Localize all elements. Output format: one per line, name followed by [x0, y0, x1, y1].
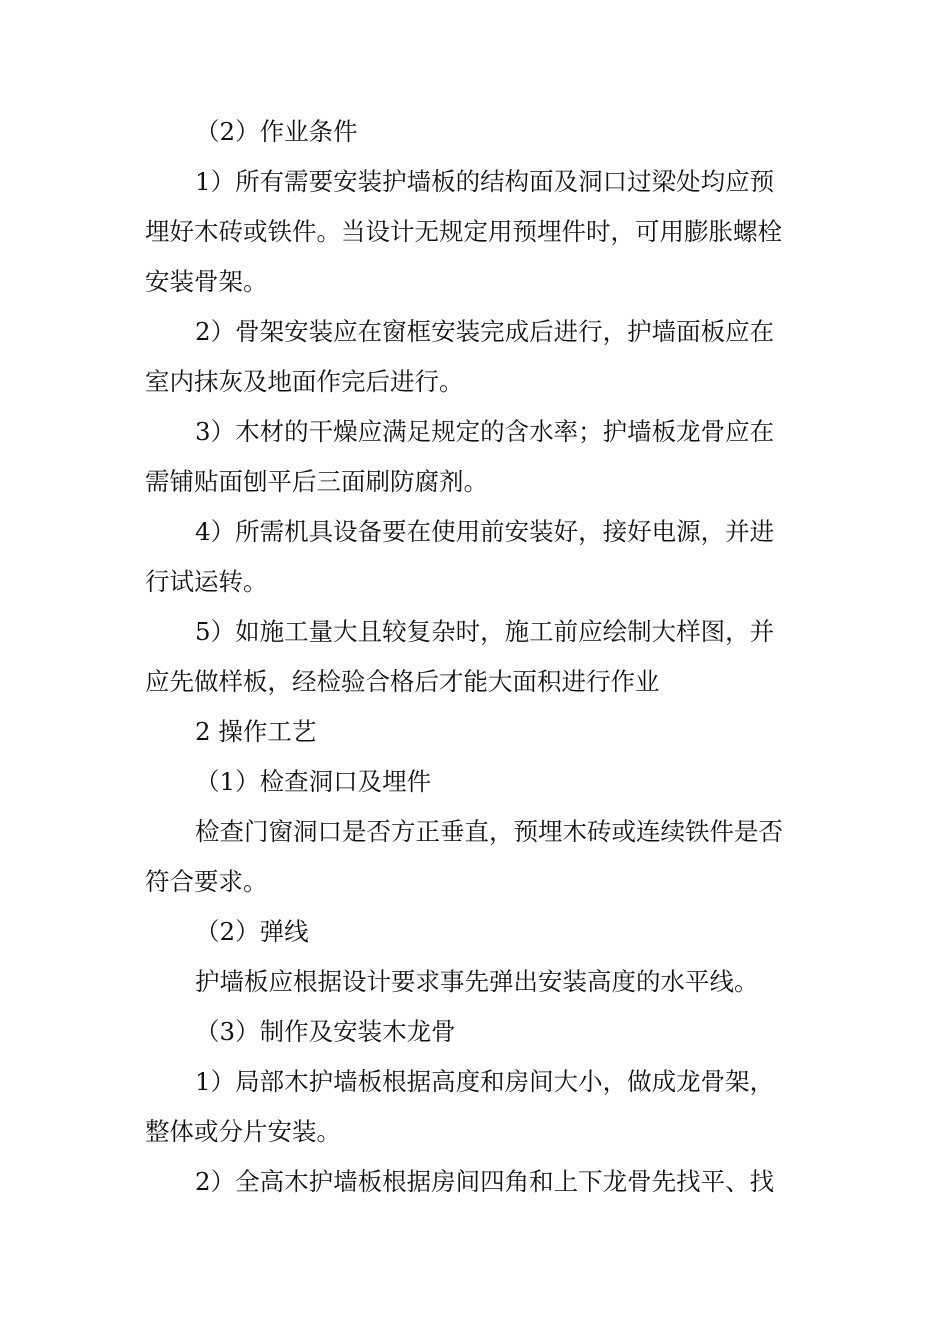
paragraph-line: 安装骨架。: [145, 267, 268, 296]
paragraph-line: 需铺贴面刨平后三面刷防腐剂。: [145, 467, 488, 496]
paragraph-line: 整体或分片安装。: [145, 1117, 341, 1146]
paragraph-line: 4）所需机具设备要在使用前安装好，接好电源，并进: [195, 517, 775, 546]
paragraph-line: 2）全高木护墙板根据房间四角和上下龙骨先找平、找: [195, 1167, 775, 1196]
paragraph-line: 行试运转。: [145, 567, 268, 596]
paragraph-line: 3）木材的干燥应满足规定的含水率；护墙板龙骨应在: [195, 417, 775, 446]
paragraph-line: 检查门窗洞口是否方正垂直，预埋木砖或连续铁件是否: [195, 817, 783, 846]
paragraph-line: 5）如施工量大且较复杂时，施工前应绘制大样图，并: [195, 617, 775, 646]
paragraph-line: 应先做样板，经检验合格后才能大面积进行作业: [145, 667, 660, 696]
subheading-keel-install: （3）制作及安装木龙骨: [195, 1017, 456, 1046]
subheading-chalk-line: （2）弹线: [195, 917, 309, 946]
paragraph-line: 护墙板应根据设计要求事先弹出安装高度的水平线。: [195, 967, 759, 996]
paragraph-line: 1）所有需要安装护墙板的结构面及洞口过梁处均应预: [195, 167, 775, 196]
paragraph-line: 符合要求。: [145, 867, 268, 896]
paragraph-line: 室内抹灰及地面作完后进行。: [145, 367, 464, 396]
subheading-inspect-openings: （1）检查洞口及埋件: [195, 767, 432, 796]
section-heading: 2 操作工艺: [195, 717, 317, 746]
paragraph-line: 埋好木砖或铁件。当设计无规定用预埋件时，可用膨胀螺栓: [145, 217, 782, 246]
paragraph-line: 2）骨架安装应在窗框安装完成后进行，护墙面板应在: [195, 317, 775, 346]
subheading-work-conditions: （2）作业条件: [195, 117, 358, 146]
paragraph-line: 1）局部木护墙板根据高度和房间大小，做成龙骨架，: [195, 1067, 775, 1096]
